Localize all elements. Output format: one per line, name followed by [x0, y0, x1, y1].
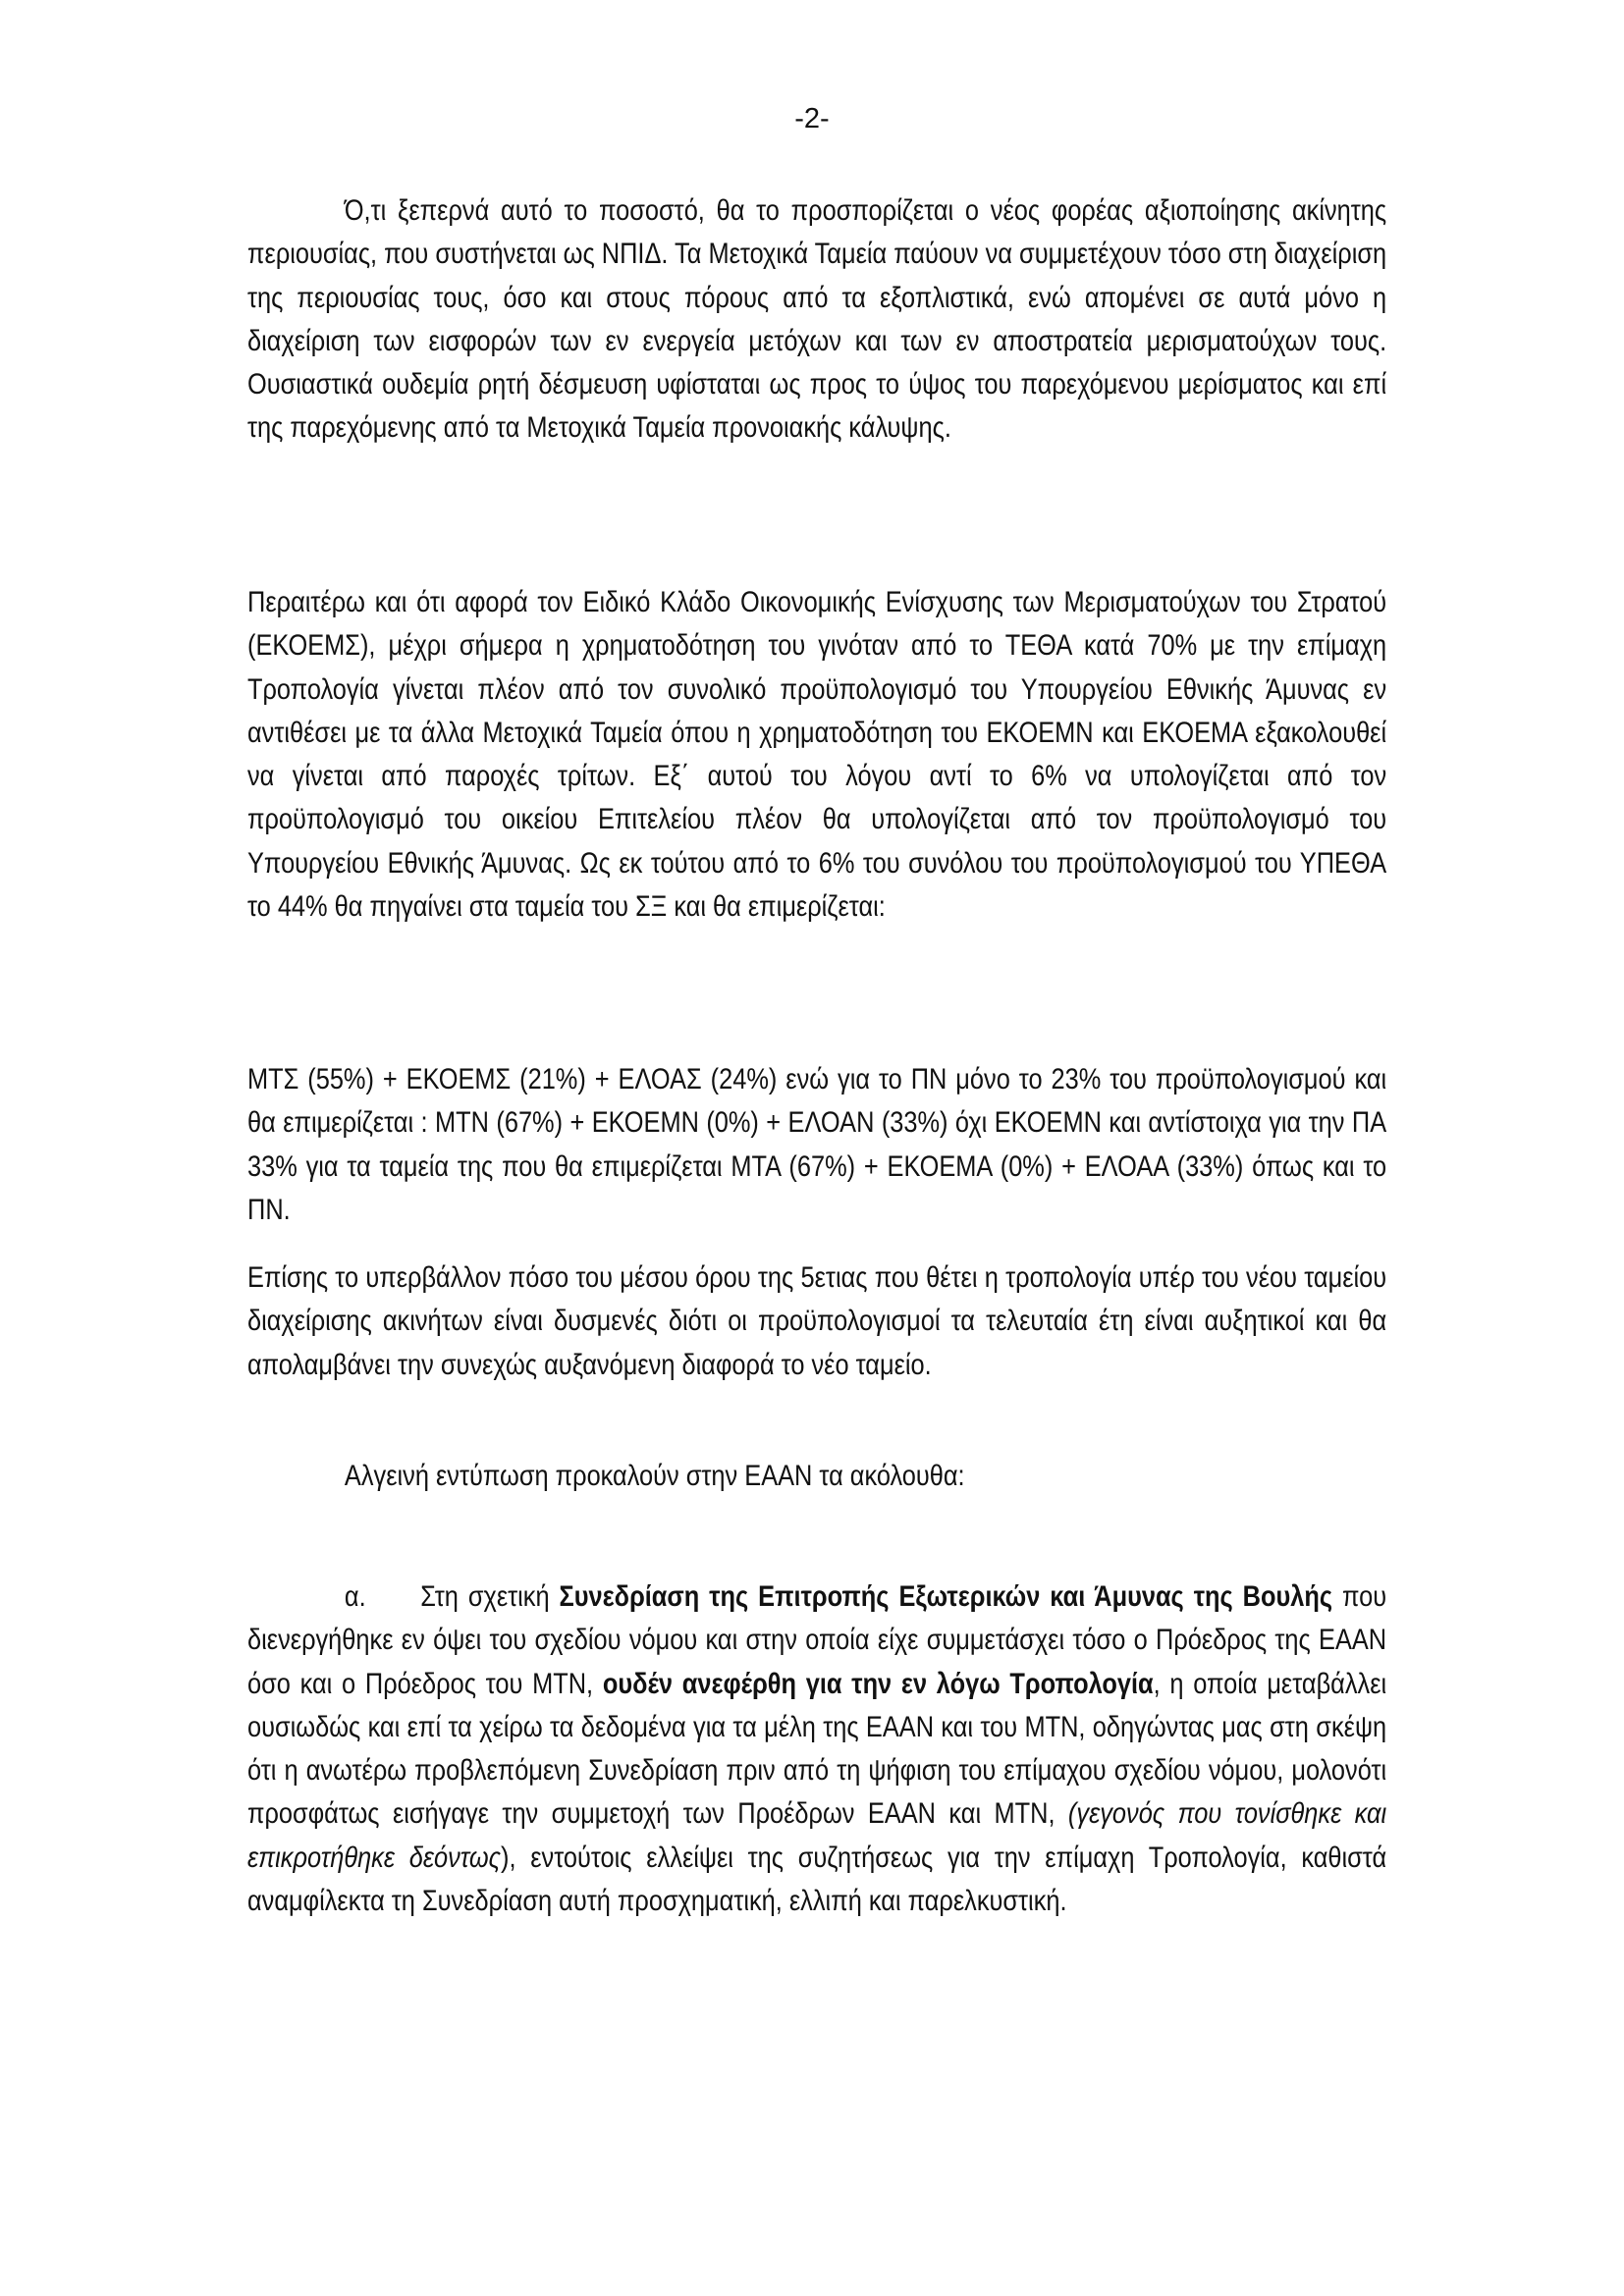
- document-body-2: [247, 581, 1386, 929]
- list-item-text: που διενεργήθηκε εν όψει του σχεδίου νόμου και στην οποία είχε συμμετάσχει τόσο ο Πρόεδρος της ΕΑΑΝ όσο και ο Πρόεδρος του ΜΤΝ,: [247, 1580, 1387, 1700]
- list-item-text: ), εντούτοις ελλείψει της συζητήσεως για την επίμαχη Τροπολογία, καθιστά αναμφίλεκτα τη Συνεδρίαση αυτή προσχηματική, ελλιπή και παρελκυστική.: [247, 1841, 1387, 1918]
- italic-remark: (γεγονός που τονίσθηκε και επικροτήθηκε δεόντως: [247, 1797, 1387, 1874]
- paragraph-fund-allocation: ΜΤΣ (55%) + ΕΚΟΕΜΣ (21%) + ΕΛΟΑΣ (24%) ενώ για το ΠΝ μόνο το 23% του προϋπολογισμού και θα επιμερίζεται : ΜΤΝ (67%) + ΕΚΟΕΜΝ (0%) + ΕΛΟΑΝ (33%) όχι ΕΚΟΕΜΝ και αντίστοιχα για την ΠΑ 33% για τα ταμεία της που θα επιμερίζεται ΜΤΑ (67%) + ΕΚΟΕΜΑ (0%) + ΕΛΟΑΑ (33%) όπως και το ΠΝ.: [247, 1063, 1387, 1226]
- emphasis-amendment-not-mentioned: ουδέν ανεφέρθη για την εν λόγω Τροπολογία: [602, 1667, 1154, 1700]
- document-body-4: [247, 1256, 1386, 1387]
- list-item-a: [247, 1575, 1386, 1923]
- list-item-label: α.: [344, 1580, 366, 1613]
- list-item-text: , η οποία μεταβάλλει ουσιωδώς και επί τα χείρω τα δεδομένα για τα μέλη της ΕΑΑΝ και του ΜΤΝ, οδηγώντας μας στη σκέψη ότι η ανωτέρω προβλεπόμενη Συνεδρίαση πριν από τη ψήφιση του επίμαχου σχεδίου νόμου, μολονότι προσφάτως εισήγαγε την συμμετοχή των Προέδρων ΕΑΑΝ και ΜΤΝ,: [247, 1667, 1387, 1831]
- paragraph-remaining-percentage: Ό,τι ξεπερνά αυτό το ποσοστό, θα το προσπορίζεται ο νέος φορέας αξιοποίησης ακίνητης περιουσίας, που συστήνεται ως ΝΠΙΔ. Τα Μετοχικά Ταμεία παύουν να συμμετέχουν τόσο στη διαχείριση της περιουσίας τους, όσο και στους πόρους από τα εξοπλιστικά, ενώ απομένει σε αυτά μόνο η διαχείριση των εισφορών των εν ενεργεία μετόχων και των εν αποστρατεία μερισματούχων τους. Ουσιαστικά ουδεμία ρητή δέσμευση υφίσταται ως προς το ύψος του παρεχόμενου μερίσματος και επί της παρεχόμενης από τα Μετοχικά Ταμεία προνοιακής κάλυψης.: [247, 194, 1387, 445]
- document-body-6: [247, 1575, 1386, 1923]
- document-body-5: [247, 1455, 1386, 1498]
- document-body: [247, 189, 1386, 451]
- document-body-3: [247, 1058, 1386, 1232]
- paragraph-intro-list: Αλγεινή εντύπωση προκαλούν στην ΕΑΑΝ τα ακόλουθα:: [344, 1460, 965, 1492]
- list-item-text: Στη σχετική: [420, 1580, 560, 1613]
- page-number: -2-: [794, 103, 830, 134]
- emphasis-committee-session: Συνεδρίαση της Επιτροπής Εξωτερικών και Άμυνας της Βουλής: [559, 1580, 1333, 1613]
- paragraph-five-year-average: Επίσης το υπερβάλλον πόσο του μέσου όρου της 5ετιας που θέτει η τροπολογία υπέρ του νέου ταμείου διαχείρισης ακινήτων είναι δυσμενές διότι οι προϋπολογισμοί τα τελευταία έτη είναι αυξητικοί και θα απολαμβάνει την συνεχώς αυξανόμενη διαφορά το νέο ταμείο.: [247, 1261, 1387, 1381]
- paragraph-ekoems-funding: Περαιτέρω και ότι αφορά τον Ειδικό Κλάδο Οικονομικής Ενίσχυσης των Μερισματούχων του Στρατού (ΕΚΟΕΜΣ), μέχρι σήμερα η χρηματοδότηση του γινόταν από το ΤΕΘΑ κατά 70% με την επίμαχη Τροπολογία γίνεται πλέον από τον συνολικό προϋπολογισμό του Υπουργείου Εθνικής Άμυνας εν αντιθέσει με τα άλλα Μετοχικά Ταμεία όπου η χρηματοδότηση του ΕΚΟΕΜΝ και ΕΚΟΕΜΑ εξακολουθεί να γίνεται από παροχές τρίτων. Εξ΄ αυτού του λόγου αντί το 6% να υπολογίζεται από τον προϋπολογισμό του οικείου Επιτελείου πλέον θα υπολογίζεται από τον προϋπολογισμό του Υπουργείου Εθνικής Άμυνας. Ως εκ τούτου από το 6% του συνόλου του προϋπολογισμού του ΥΠΕΘΑ το 44% θα πηγαίνει στα ταμεία του ΣΞ και θα επιμερίζεται:: [247, 586, 1387, 924]
